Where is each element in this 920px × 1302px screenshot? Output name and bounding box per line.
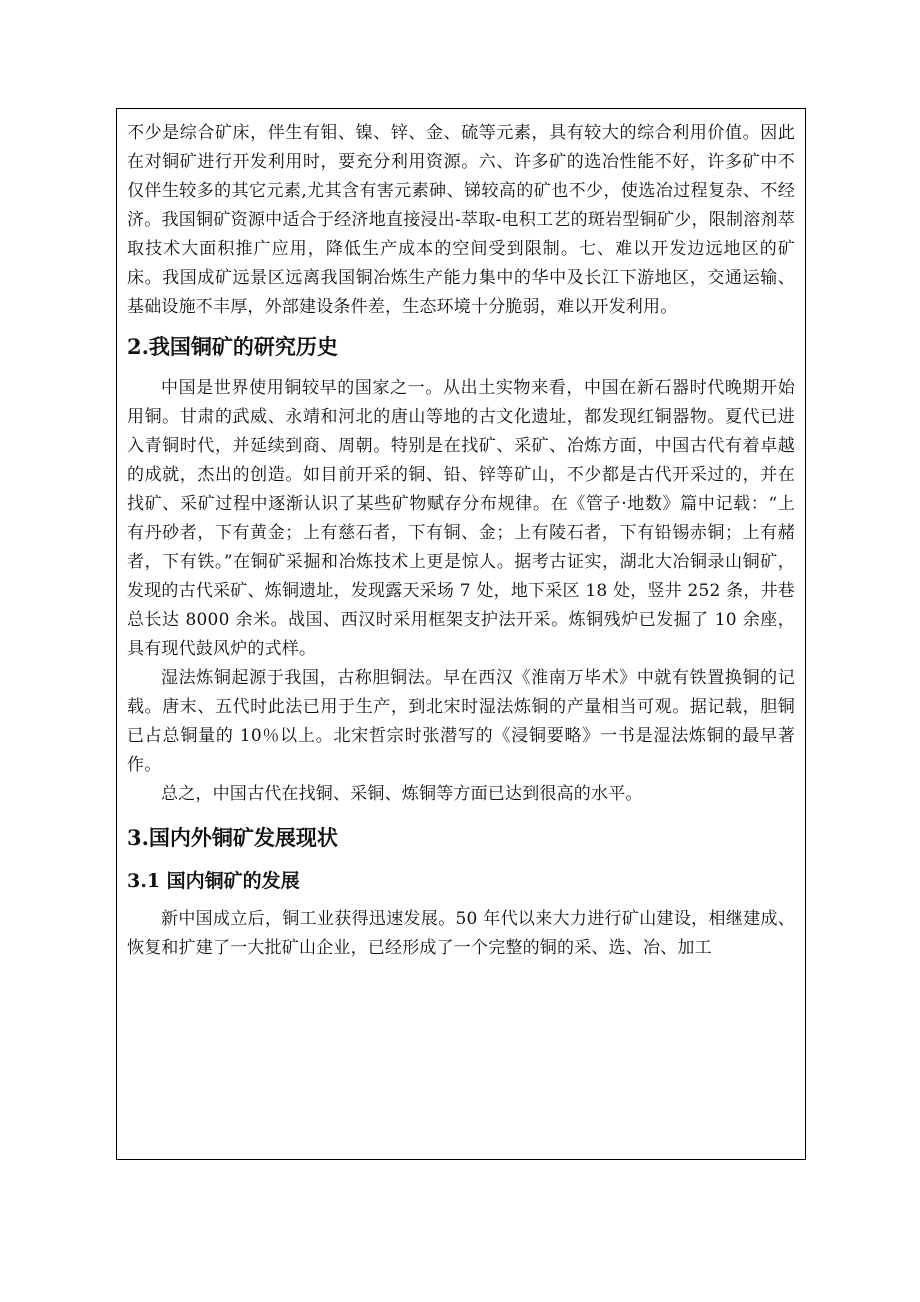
paragraph-domestic: 新中国成立后，铜工业获得迅速发展。50 年代以来大力进行矿山建设，相继建成、恢复和扩建了一大批矿山企业，已经形成了一个完整的铜的采、选、冶、加工 [127, 909, 795, 958]
section-heading-2: 2.我国铜矿的研究历史 [127, 334, 338, 359]
subsection-heading-3-1: 3.1 国内铜矿的发展 [127, 870, 300, 892]
paragraph-history-1: 中国是世界使用铜较早的国家之一。从出土实物来看，中国在新石器时代晚期开始用铜。甘肃的武威、永靖和河北的唐山等地的古文化遗址，都发现红铜器物。夏代已进入青铜时代，并延续到商、周朝。特别是在找矿、采矿、冶炼方面，中国古代有着卓越的成就，杰出的创造。如目前开采的铜、铅、锌等矿山，不少都是古代开采过的，并在找矿、采矿过程中逐渐认识了某些矿物赋存分布规律。在《管子·地数》篇中记载：“上有丹砂者，下有黄金；上有慈石者，下有铜、金；上有陵石者，下有铅锡赤铜；上有赭者，下有铁。”在铜矿采掘和冶炼技术上更是惊人。据考古证实，湖北大冶铜录山铜矿，发现的古代采矿、炼铜遗址，发现露天采场 7 处，地下采区 18 处，竖井 252 条，井巷总长达 8000 余米。战国、西汉时采用框架支护法开采。炼铜残炉已发掘了 10 余座，具有现代鼓风炉的式样。 [127, 378, 795, 659]
document-frame [116, 108, 806, 1160]
paragraph-history-2: 湿法炼铜起源于我国，古称胆铜法。早在西汉《淮南万毕术》中就有铁置换铜的记载。唐末、五代时此法已用于生产，到北宋时湿法炼铜的产量相当可观。据记载，胆铜已占总铜量的 10％以上。北宋哲宗时张潜写的《浸铜要略》一书是湿法炼铜的最早著作。 [127, 668, 795, 775]
document-body [127, 119, 795, 963]
section-heading-3: 3.国内外铜矿发展现状 [127, 825, 338, 850]
paragraph-continued: 不少是综合矿床，伴生有钼、镍、锌、金、硫等元素，具有较大的综合利用价值。因此在对铜矿进行开发利用时，要充分利用资源。六、许多矿的选冶性能不好，许多矿中不仅伴生较多的其它元素,尤其含有害元素砷、锑较高的矿也不少，使选冶过程复杂、不经济。我国铜矿资源中适合于经济地直接浸出-萃取-电积工艺的斑岩型铜矿少，限制溶剂萃取技术大面积推广应用，降低生产成本的空间受到限制。七、难以开发边远地区的矿床。我国成矿远景区远离我国铜冶炼生产能力集中的华中及长江下游地区，交通运输、基础设施不丰厚，外部建设条件差，生态环境十分脆弱，难以开发利用。 [127, 123, 795, 317]
paragraph-history-3: 总之，中国古代在找铜、采铜、炼铜等方面已达到很高的水平。 [161, 784, 643, 804]
